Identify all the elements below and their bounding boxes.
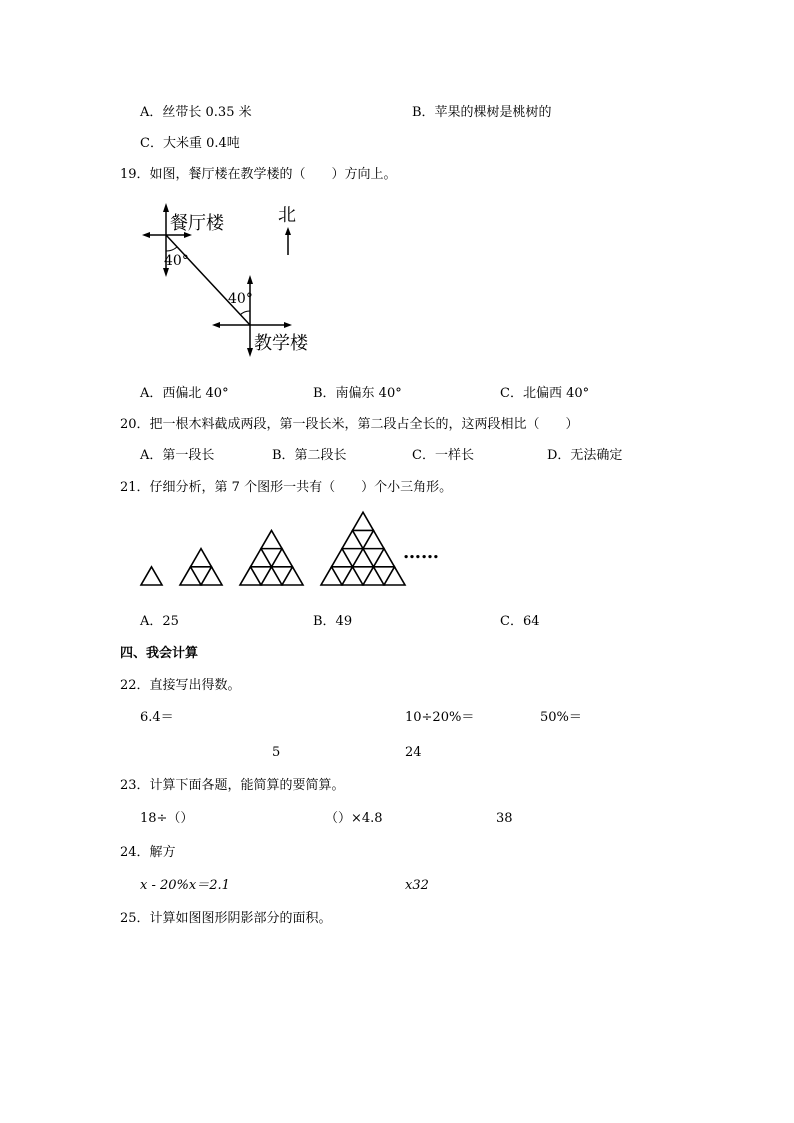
small-triangle <box>342 530 363 548</box>
q24-equation-1: x - 20%x＝2.1 <box>140 878 230 893</box>
small-triangle <box>342 567 363 585</box>
q23-item-c: 38 <box>496 811 513 826</box>
small-triangle <box>321 567 342 585</box>
small-triangle <box>353 512 374 530</box>
section-title: 四、我会计算 <box>120 646 199 661</box>
q25-stem: 25．计算如图图形阴影部分的面积。 <box>120 911 332 926</box>
q22-item-e: 24 <box>405 745 422 760</box>
q22-item-d: 5 <box>272 745 281 760</box>
small-triangle <box>332 549 353 567</box>
q19-option-a: A．西偏北 40° <box>140 386 229 401</box>
small-triangle <box>261 530 282 548</box>
school-label: 教学楼 <box>254 333 308 354</box>
q20-stem: 20．把一根木料截成两段，第一段长米，第二段占全长的，这两段相比（ ） <box>120 417 579 432</box>
small-triangle <box>261 567 282 585</box>
q21-option-c: C．64 <box>500 614 540 629</box>
q18-option-a: A．丝带长 0.35 米 <box>140 105 252 120</box>
angle-label-top: 40° <box>164 253 189 269</box>
q22-stem: 22．直接写出得数。 <box>120 678 241 693</box>
q22-item-c: 50%＝ <box>540 710 582 725</box>
small-triangle <box>363 567 384 585</box>
small-triangle <box>384 567 405 585</box>
q24-stem: 24．解方 <box>120 845 176 860</box>
small-triangle <box>374 549 395 567</box>
small-triangle <box>201 567 222 585</box>
q22-item-a: 6.4＝ <box>140 710 174 725</box>
q20-option-c: C．一样长 <box>412 448 474 463</box>
q20-option-b: B．第二段长 <box>272 448 347 463</box>
q19-stem: 19．如图，餐厅楼在教学楼的（ ）方向上。 <box>120 167 397 182</box>
triangle-figure-2 <box>180 549 222 585</box>
continuation-dots: …… <box>403 542 439 563</box>
north-label: 北 <box>278 205 296 226</box>
small-triangle <box>191 549 212 567</box>
q21-option-a: A．25 <box>140 614 179 629</box>
q21-triangle-pattern <box>135 510 465 590</box>
small-triangle <box>180 567 201 585</box>
q20-option-a: A．第一段长 <box>140 448 215 463</box>
small-triangle <box>251 549 272 567</box>
q23-item-a: 18÷（） <box>140 811 194 826</box>
small-triangle <box>141 567 162 585</box>
small-triangle <box>272 549 293 567</box>
triangle-figure-3 <box>240 530 303 585</box>
q18-option-b: B．苹果的棵树是桃树的 <box>412 105 552 120</box>
q19-option-c: C．北偏西 40° <box>500 386 590 401</box>
small-triangle <box>282 567 303 585</box>
q19-option-b: B．南偏东 40° <box>313 386 402 401</box>
triangle-figure-1 <box>141 567 162 585</box>
q19-direction-figure <box>140 195 340 365</box>
q24-equation-2: x32 <box>405 878 429 893</box>
small-triangle <box>240 567 261 585</box>
canteen-label: 餐厅楼 <box>170 213 224 234</box>
small-triangle <box>363 530 384 548</box>
q20-option-d: D．无法确定 <box>547 448 623 463</box>
q22-item-b: 10÷20%＝ <box>405 710 475 725</box>
q23-stem: 23．计算下面各题，能简算的要简算。 <box>120 778 345 793</box>
q21-stem: 21．仔细分析，第 7 个图形一共有（ ）个小三角形。 <box>120 480 453 495</box>
angle-label-bottom: 40° <box>228 291 253 307</box>
small-triangle <box>353 549 374 567</box>
q18-option-c: C．大米重 0.4吨 <box>140 136 240 151</box>
q21-option-b: B．49 <box>313 614 353 629</box>
triangle-figure-4 <box>321 512 405 585</box>
q23-item-b: （）×4.8 <box>325 811 383 826</box>
